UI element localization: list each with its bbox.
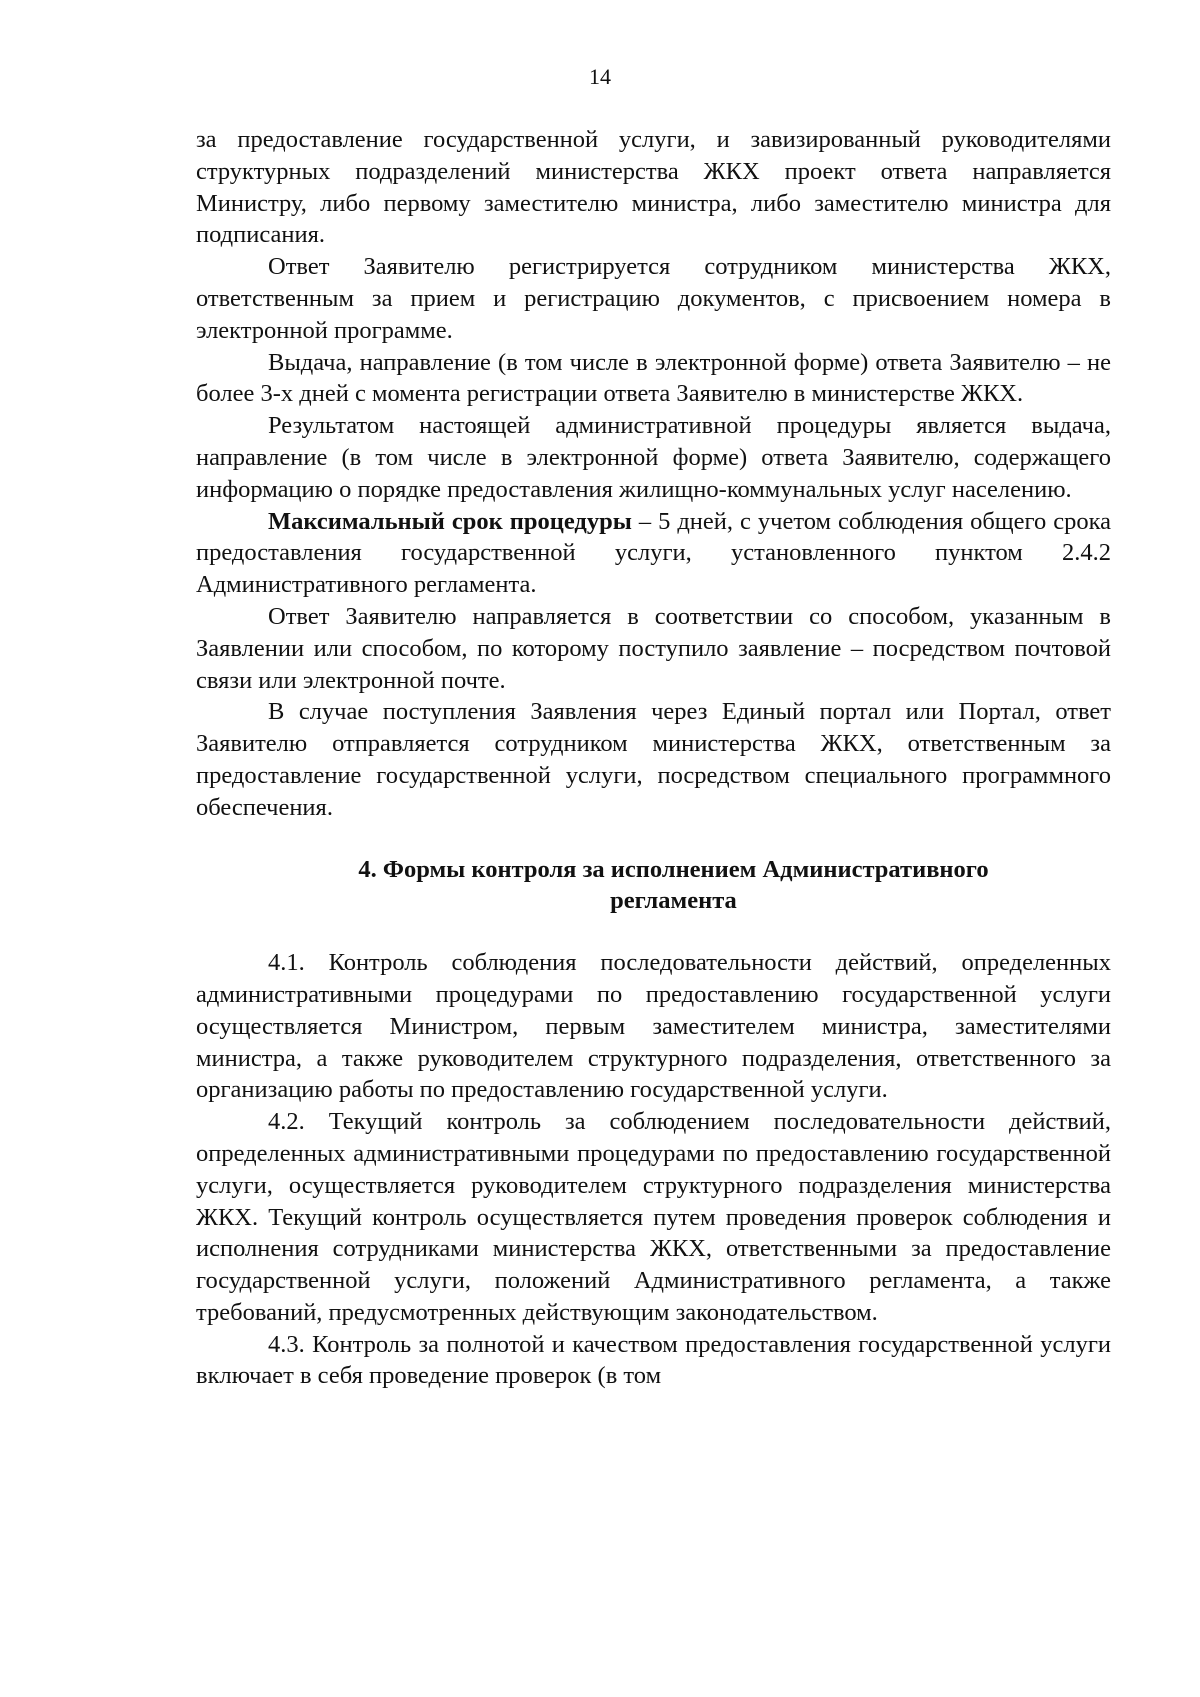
section-heading [196, 854, 1111, 918]
max-term-label: Максимальный срок процедуры [268, 507, 632, 535]
section-heading-line-2: регламента [610, 887, 737, 915]
document-body [196, 124, 1111, 1392]
paragraph-max-term [196, 506, 1111, 601]
max-term-text: – 5 дней, с учетом соблюдения общего срока предоставления государственной услуги, установленного пунктом 2.4.2 Административного регламента. [196, 507, 1112, 599]
clause-4-2: 4.2. Текущий контроль за соблюдением последовательности действий, определенных административными процедурами по предоставлению государственной услуги, осуществляется руководителем структурного подразделения министерства ЖКХ. Текущий контроль осуществляется путем проведения проверок соблюдения и исполнения сотрудниками министерства ЖКХ, ответственными за предоставление государственной услуги, положений Административного регламента, а также требований, предусмотренных действующим законодательством. [196, 1108, 1111, 1326]
paragraph-delivery: Выдача, направление (в том числе в электронной форме) ответа Заявителю – не более 3-х дней с момента регистрации ответа Заявителю в министерстве ЖКХ. [196, 348, 1111, 408]
paragraph-continuation: за предоставление государственной услуги, и завизированный руководителями структурных подразделений министерства ЖКХ проект ответа направляется Министру, либо первому заместителю министра, либо заместителю министра для подписания. [196, 126, 1111, 249]
clause-4-1: 4.1. Контроль соблюдения последовательности действий, определенных административными процедурами по предоставлению государственной услуги осуществляется Министром, первым заместителем министра, заместителями министра, а также руководителем структурного подразделения, ответственного за организацию работы по предоставлению государственной услуги. [196, 949, 1111, 1104]
paragraph-registration: Ответ Заявителю регистрируется сотрудником министерства ЖКХ, ответственным за прием и регистрацию документов, с присвоением номера в электронной программе. [196, 253, 1111, 344]
paragraph-portal: В случае поступления Заявления через Единый портал или Портал, ответ Заявителю отправляется сотрудником министерства ЖКХ, ответственным за предоставление государственной услуги, посредством специального программного обеспечения. [196, 698, 1111, 821]
paragraph-result: Результатом настоящей административной процедуры является выдача, направление (в том числе в электронной форме) ответа Заявителю, содержащего информацию о порядке предоставления жилищно-коммунальных услуг населению. [196, 412, 1111, 503]
paragraph-answer-method: Ответ Заявителю направляется в соответствии со способом, указанным в Заявлении или способом, по которому поступило заявление – посредством почтовой связи или электронной почте. [196, 602, 1111, 694]
page-number: 14 [589, 64, 611, 89]
clause-4-3: 4.3. Контроль за полнотой и качеством предоставления государственной услуги включает в себя проведение проверок (в том [196, 1330, 1111, 1390]
section-heading-line-1: 4. Формы контроля за исполнением Административного [358, 855, 989, 883]
